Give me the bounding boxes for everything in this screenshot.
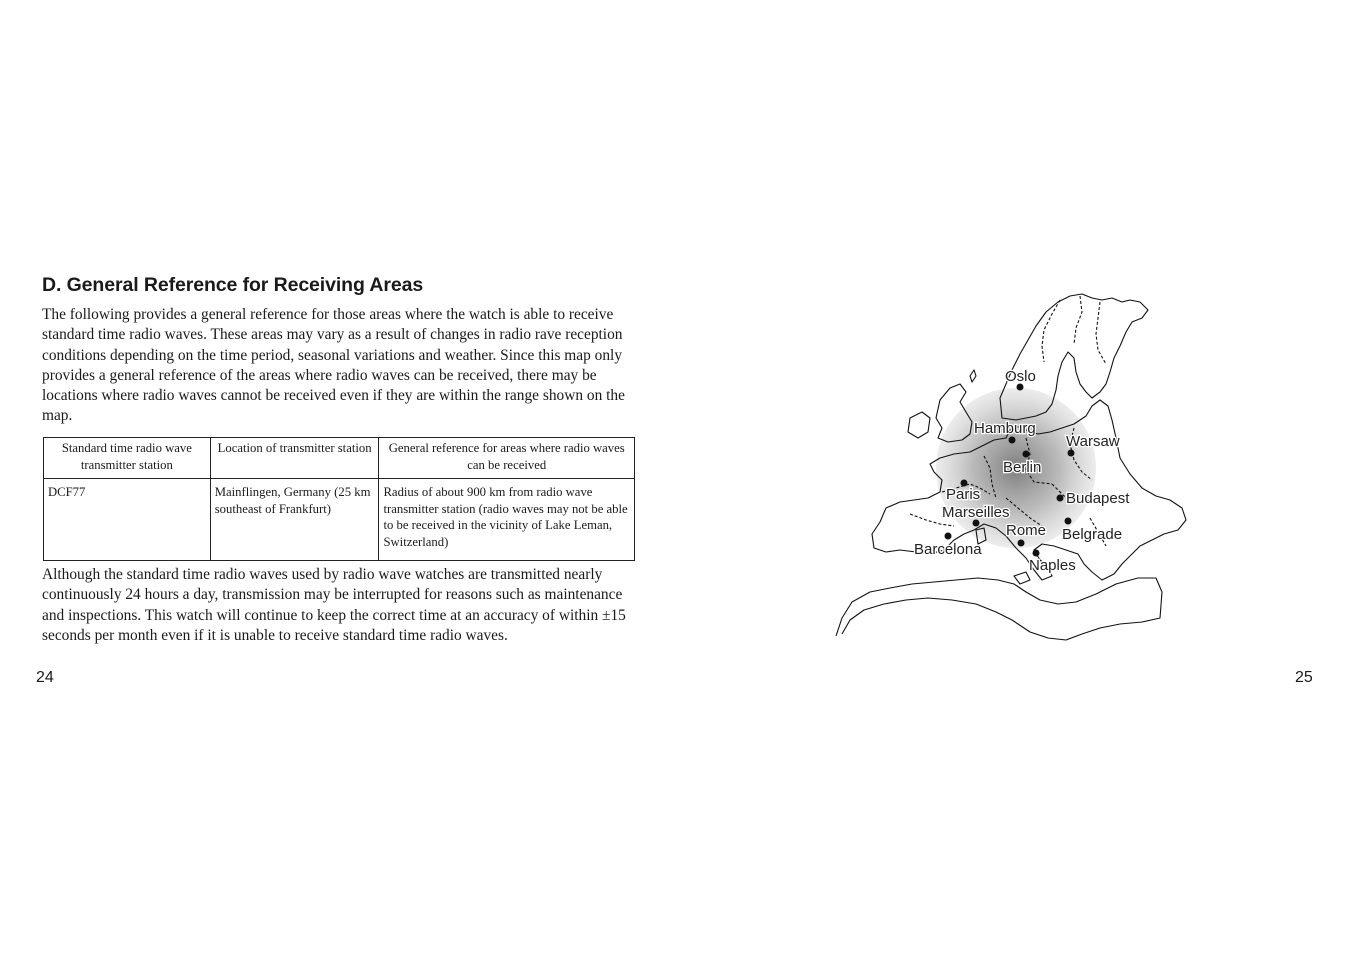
europe-reception-map: [830, 288, 1195, 648]
hamburg-marker: [1009, 437, 1016, 444]
table-cell-range: Radius of about 900 km from radio wave transmitter station (radio waves may not be able to be received in the vicinity of Lake Leman, Switzerland): [379, 479, 635, 561]
table-header-row: [44, 438, 635, 479]
page-number-right: 25: [1295, 669, 1313, 686]
city-label-hamburg: Hamburg: [974, 420, 1036, 437]
section-heading: D. General Reference for Receiving Areas: [42, 274, 424, 296]
city-label-marseilles: Marseilles: [942, 504, 1010, 521]
rome-marker: [1018, 540, 1025, 547]
city-label-belgrade: Belgrade: [1062, 526, 1123, 543]
city-label-barcelona: Barcelona: [914, 541, 982, 558]
table-header-cell: Location of transmitter station: [210, 438, 379, 479]
table-cell-location: Mainflingen, Germany (25 km southeast of Frankfurt): [210, 479, 379, 561]
closing-paragraph: Although the standard time radio waves used by radio wave watches are transmitted nearly continuously 24 hours a day, transmission may be interrupted for reasons such as maintenance and inspections. This watch will continue to keep the correct time at an accuracy of within ±15 seconds per month even if it is unable to receive standard time radio waves.: [42, 566, 626, 644]
intro-paragraph: The following provides a general reference for those areas where the watch is able to receive standard time radio waves. These areas may vary as a result of changes in radio rave reception conditions depending on the time period, seasonal variations and weather. Since this map only provides a general reference of the areas where radio waves can be received, there may be locations where radio waves cannot be received even if they are within the range shown on the map.: [42, 306, 625, 425]
table-row: [44, 479, 635, 561]
reference-table: [43, 437, 635, 561]
warsaw-marker: [1068, 450, 1075, 457]
berlin-marker: [1023, 451, 1030, 458]
city-label-naples: Naples: [1029, 557, 1076, 574]
city-label-oslo: Oslo: [1005, 368, 1036, 385]
city-label-budapest: Budapest: [1066, 490, 1130, 507]
belgrade-marker: [1065, 518, 1072, 525]
table-header-cell: Standard time radio wave transmitter station: [44, 438, 211, 479]
budapest-marker: [1057, 495, 1064, 502]
table-header-cell: General reference for areas where radio waves can be received: [379, 438, 635, 479]
city-label-warsaw: Warsaw: [1066, 433, 1120, 450]
table-cell-station: DCF77: [44, 479, 211, 561]
page-number-left: 24: [36, 669, 54, 686]
barcelona-marker: [945, 533, 952, 540]
city-label-berlin: Berlin: [1003, 459, 1042, 476]
city-label-rome: Rome: [1006, 522, 1047, 539]
city-label-paris: Paris: [946, 486, 981, 503]
naples-marker: [1033, 550, 1040, 557]
